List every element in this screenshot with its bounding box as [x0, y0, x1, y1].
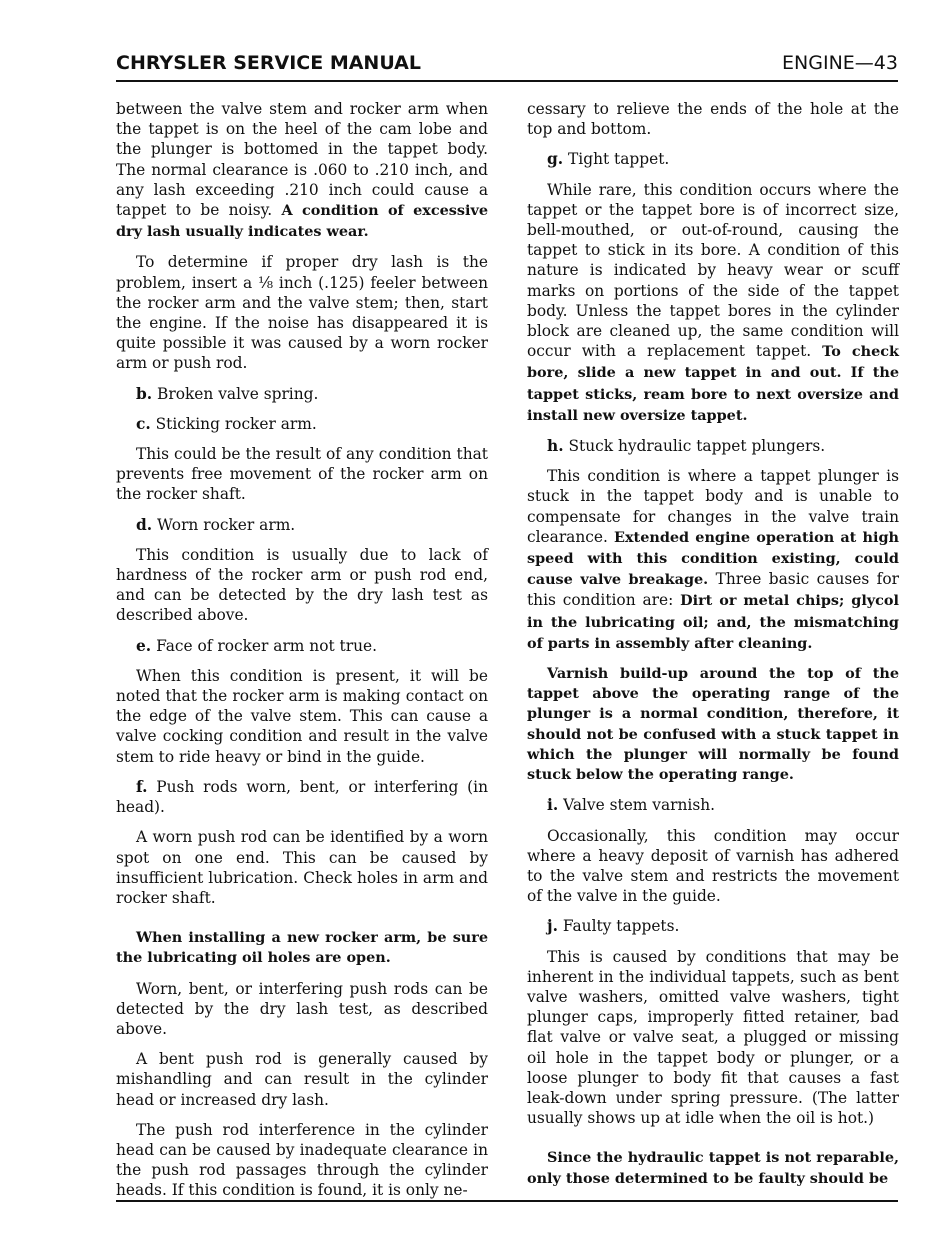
paragraph: The push rod interference in the cylinder head can be caused by inadequate clearance in the push rod passages through the cylinder heads. If this condition is found, it is only ne- — [116, 1120, 488, 1200]
footer-rule — [116, 1200, 898, 1202]
paragraph: A bent push rod is generally caused by mishandling and can result in the cylinder head or increased dry lash. — [116, 1050, 488, 1109]
section-heading-f: f. Push rods worn, bent, or interfering (in head). — [116, 777, 488, 817]
paragraph: Occasionally, this condition may occur where a heavy deposit of varnish has adhered to the valve stem and restricts the movement of the valve in the guide. — [527, 826, 899, 906]
page-header — [116, 50, 898, 82]
left-column — [116, 99, 488, 1211]
bold-text: Dirt or metal chips; glycol in the lubricating oil; and, the mismatching of parts in assembly after cleaning. — [527, 592, 899, 652]
paragraph: This condition is where a tappet plunger is stuck in the tappet body and is unable to compensate for changes in the valve train clearance. Extended engine operation at high speed with this condition existing, could cause valve breakage. Three basic causes for this condition are: Dirt or metal chips; glycol in the lubricating oil; and, the mismatching of parts in assembly after cleaning. — [527, 467, 899, 652]
paragraph: A worn push rod can be identified by a worn spot on one end. This can be caused by insufficient lubrication. Check holes in arm and rocker shaft. — [116, 828, 488, 907]
bold-text: A condition of excessive dry lash usually indicates wear. — [116, 202, 488, 241]
section-heading-i: i. Valve stem varnish. — [547, 796, 716, 815]
section-heading-b: b. Broken valve spring. — [136, 384, 319, 403]
right-column — [527, 99, 899, 1199]
paragraph: between the valve stem and rocker arm when the tappet is on the heel of the cam lobe and the plunger is bottomed in the tappet body. The normal clearance is .060 to .210 inch, and any lash exceeding .210 inch could cause a tappet to be noisy. A condition of excessive dry lash usually indicates wear. — [116, 100, 488, 241]
paragraph: When this condition is present, it will be noted that the rocker arm is making contact on the edge of the valve stem. This can cause a valve cocking condition and result in the valve stem to ride heavy or bind in the guide. — [116, 666, 488, 766]
paragraph: To determine if proper dry lash is the problem, insert a ⅛ inch (.125) feeler between the rocker arm and the valve stem; then, start the engine. If the noise has disappeared it is quite possible it was caused by a worn rocker arm or push rod. — [116, 253, 488, 373]
manual-title: CHRYSLER SERVICE MANUAL — [116, 52, 421, 74]
paragraph: This could be the result of any condition that prevents free movement of the rocker arm on the rocker shaft. — [116, 445, 488, 504]
note-text: Varnish build-up around the top of the tappet above the operating range of the plunger is a normal condition, therefore, it should not be confused with a stuck tappet in which the plunger will normally be found stuck below the operating range. — [527, 665, 899, 784]
section-heading-e: e. Face of rocker arm not true. — [136, 636, 378, 655]
note-text: When installing a new rocker arm, be sure the lubricating oil holes are open. — [116, 929, 488, 967]
paragraph: This condition is usually due to lack of hardness of the rocker arm or push rod end, and can be detected by the dry lash test as described above. — [116, 545, 488, 625]
paragraph: While rare, this condition occurs where the tappet or the tappet bore is of incorrect size, bell-mouthed, or out-of-round, causing the tappet to stick in its bore. A condition of this nature is indicated by heavy wear or scuff marks on portions of the side of the tappet body. Unless the tappet bores in the cylinder block are cleaned up, the same condition will occur with a replacement tappet. To check bore, slide a new tappet in and out. If the tappet sticks, ream bore to next oversize and install new oversize tappet. — [527, 180, 900, 424]
section-heading-g: g. Tight tappet. — [547, 150, 670, 169]
paragraph: Worn, bent, or interfering push rods can be detected by the dry lash test, as described above. — [116, 979, 488, 1038]
section-heading-c: c. Sticking rocker arm. — [136, 414, 317, 433]
section-heading-h: h. Stuck hydraulic tappet plungers. — [547, 437, 826, 456]
paragraph: cessary to relieve the ends of the hole at the top and bottom. — [527, 100, 899, 139]
page-number: ENGINE—43 — [782, 52, 898, 74]
section-heading-j: j. Faulty tappets. — [547, 917, 680, 936]
bold-text: Extended engine operation at high speed with this condition existing, could cause valve breakage. — [527, 528, 899, 589]
note-text: Since the hydraulic tappet is not reparable, only those determined to be faulty should be — [527, 1149, 899, 1187]
section-heading-d: d. Worn rocker arm. — [136, 515, 296, 534]
bold-text: To check bore, slide a new tappet in and out. If the tappet sticks, ream bore to next oversize and install new oversize tappet. — [527, 343, 900, 424]
paragraph: This is caused by conditions that may be inherent in the individual tappets, such as bent valve washers, omitted valve washers, tight plunger caps, improperly fitted retainer, bad flat valve or valve seat, a plugged or missing oil hole in the tappet body or plunger, or a loose plunger to body fit that causes a fast leak-down under spring pressure. (The latter usually shows up at idle when the oil is hot.) — [527, 947, 899, 1128]
